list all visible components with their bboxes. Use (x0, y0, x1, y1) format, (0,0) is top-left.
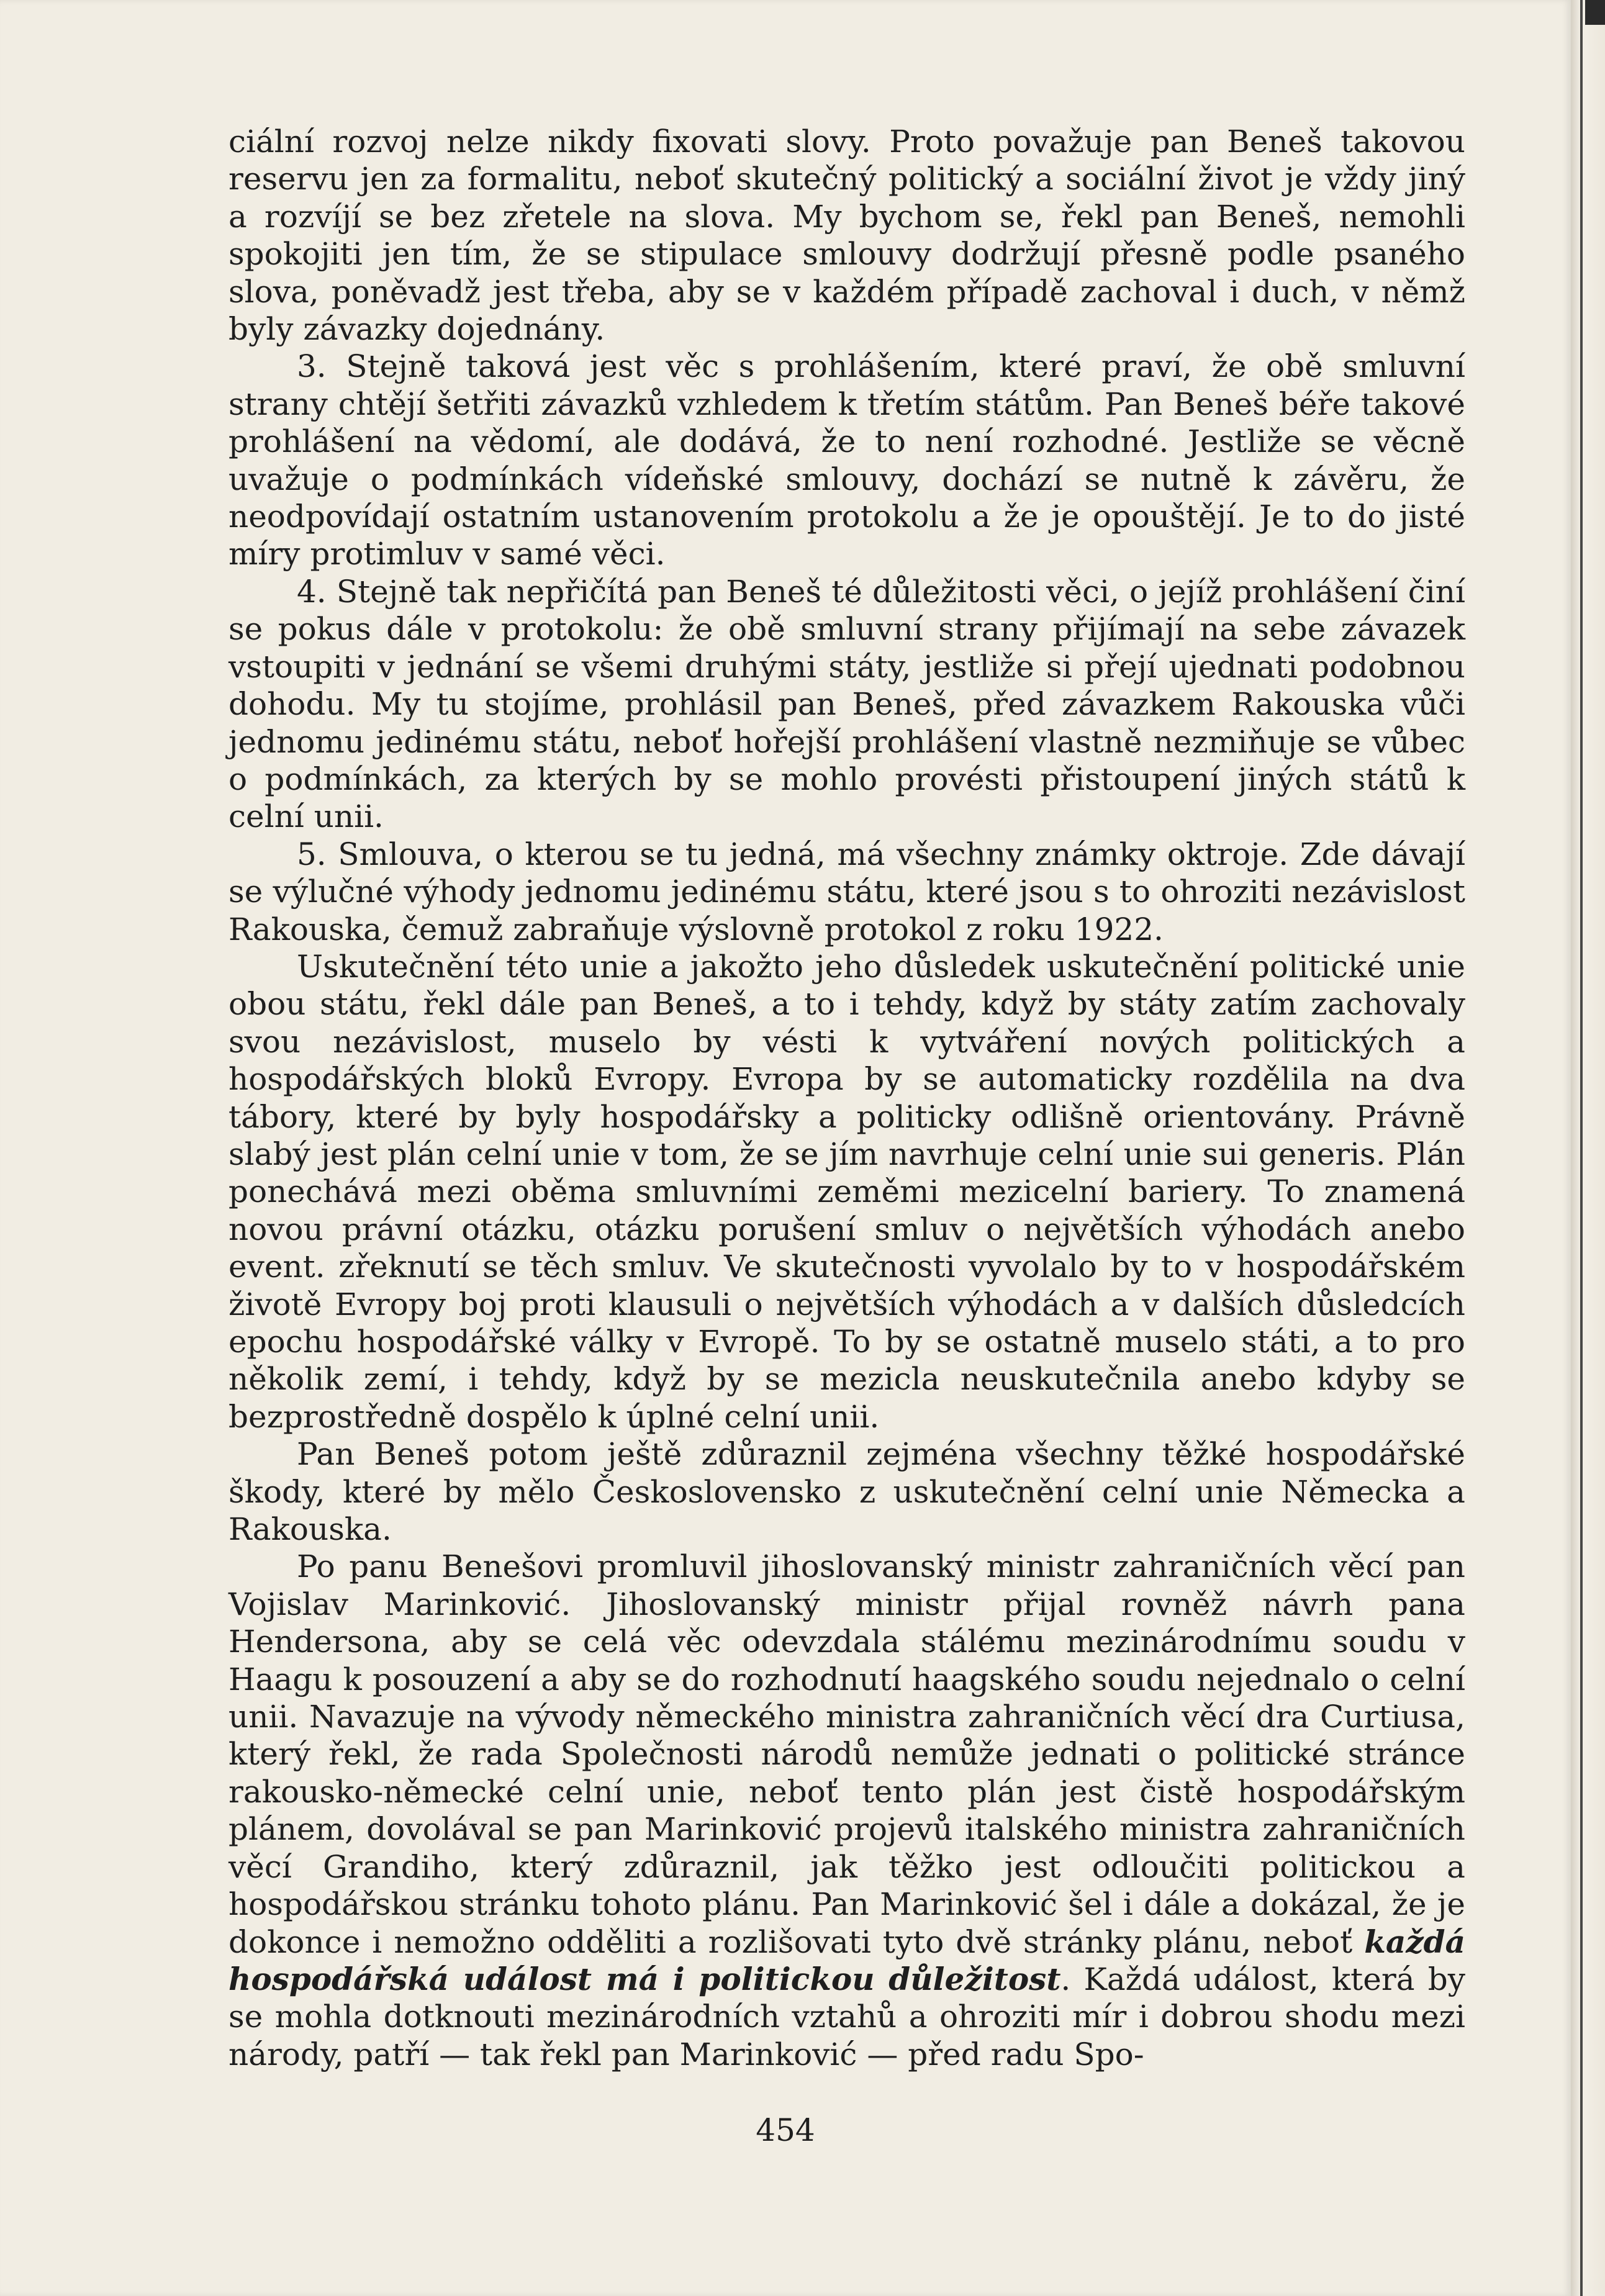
paragraph-point-4: 4. Stejně tak nepřičítá pan Beneš té důležitosti věci, o jejíž prohlášení činí se pokus dále v protokolu: že obě smluvní strany přijímají na sebe závazek vstoupiti v jednání se všemi druhými státy, jestliže si přejí ujednati podobnou dohodu. My tu stojíme, prohlásil pan Beneš, před závazkem Rakouska vůči jednomu jedinému státu, neboť hořejší prohlášení vlastně nezmiňuje se vůbec o podmínkách, za kterých by se mohlo provésti přistoupení jiných států k celní unii. (228, 573, 1465, 835)
emphasis-text: každá hospodářská událost má i politickou důležitost (228, 1923, 1465, 1997)
paragraph-union-consequences: Uskutečnění této unie a jakožto jeho důsledek uskutečnění politické unie obou státu, řekl dále pan Beneš, a to i tehdy, když by státy zatím zachovaly svou nezávislost, muselo by vésti k vytváření nových politických a hospodářských bloků Evropy. Evropa by se automaticky rozdělila na dva tábory, které by byly hospodářsky a politicky odlišně orientovány. Právně slabý jest plán celní unie v tom, že se jím navrhuje celní unie sui generis. Plán ponechává mezi oběma smluvními zeměmi mezicelní bariery. To znamená novou právní otázku, otázku porušení smluv o největších výhodách anebo event. zřeknutí se těch smluv. Ve skutečnosti vyvolalo by to v hospodářském životě Evropy boj proti klausuli o největších výhodách a v dalších důsledcích epochu hospodářské války v Evropě. To by se ostatně muselo státi, a to pro několik zemí, i tehdy, když by se mezicla neuskutečnila anebo kdyby se bezprostředně dospělo k úplné celní unii. (228, 948, 1465, 1435)
paragraph-economic-damage: Pan Beneš potom ještě zdůraznil zejména všechny těžké hospodářské škody, které by mělo Československo z uskutečnění celní unie Německa a Rakouska. (228, 1436, 1465, 1548)
page-corner-mark (1585, 0, 1605, 25)
page-edge (1571, 0, 1605, 2296)
paragraph-marinkovic-tail: . Každá událost, která by se mohla dotknouti mezinárodních vztahů a ohroziti mír i dobrou shodu mezi národy, patří — tak řekl pan Marinković — před radu Spo- (228, 1961, 1465, 2072)
page-binding-line (1580, 0, 1583, 2296)
paragraph-marinkovic (228, 1548, 1465, 2073)
paragraph-point-5: 5. Smlouva, o kterou se tu jedná, má všechny známky oktroje. Zde dávají se výlučné výhody jednomu jedinému státu, které jsou s to ohroziti nezávislost Rakouska, čemuž zabraňuje výslovně protokol z roku 1922. (228, 836, 1465, 947)
paragraph-continuation: ciální rozvoj nelze nikdy fixovati slovy. Proto považuje pan Beneš takovou reservu jen za formalitu, neboť skutečný politický a sociální život je vždy jiný a rozvíjí se bez zřetele na slova. My bychom se, řekl pan Beneš, nemohli spokojiti jen tím, že se stipulace smlouvy dodržují přesně podle psaného slova, poněvadž jest třeba, aby se v každém případě zachoval i duch, v němž byly závazky dojednány. (228, 124, 1465, 348)
page-number: 454 (756, 2112, 815, 2148)
paragraph-point-3: 3. Stejně taková jest věc s prohlášením, které praví, že obě smluvní strany chtějí šetřiti závazků vzhledem k třetím státům. Pan Beneš béře takové prohlášení na vědomí, ale dodává, že to není rozhodné. Jestliže se věcně uvažuje o podmínkách vídeňské smlouvy, dochází se nutně k závěru, že neodpovídají ostatním ustanovením protokolu a že je opouštějí. Je to do jisté míry protimluv v samé věci. (228, 348, 1465, 572)
paragraph-marinkovic-text: Po panu Benešovi promluvil jihoslovanský ministr zahraničních věcí pan Vojislav Marinković. Jihoslovanský ministr přijal rovněž návrh pana Hendersona, aby se celá věc odevzdala stálému mezinárodnímu soudu v Haagu k posouzení a aby se do rozhodnutí haagského soudu nejednalo o celní unii. Navazuje na vývody německého ministra zahraničních věcí dra Curtiusa, který řekl, že rada Společnosti národů nemůže jednati o politické stránce rakousko-německé celní unie, neboť tento plán jest čistě hospodářským plánem, dovolával se pan Marinković projevů italského ministra zahraničních věcí Grandiho, který zdůraznil, jak těžko jest odloučiti politickou a hospodářskou stránku tohoto plánu. Pan Marinković šel i dále a dokázal, že je dokonce i nemožno odděliti a rozlišovati tyto dvě stránky plánu, neboť (228, 1548, 1465, 1960)
body-text (228, 123, 1465, 2073)
